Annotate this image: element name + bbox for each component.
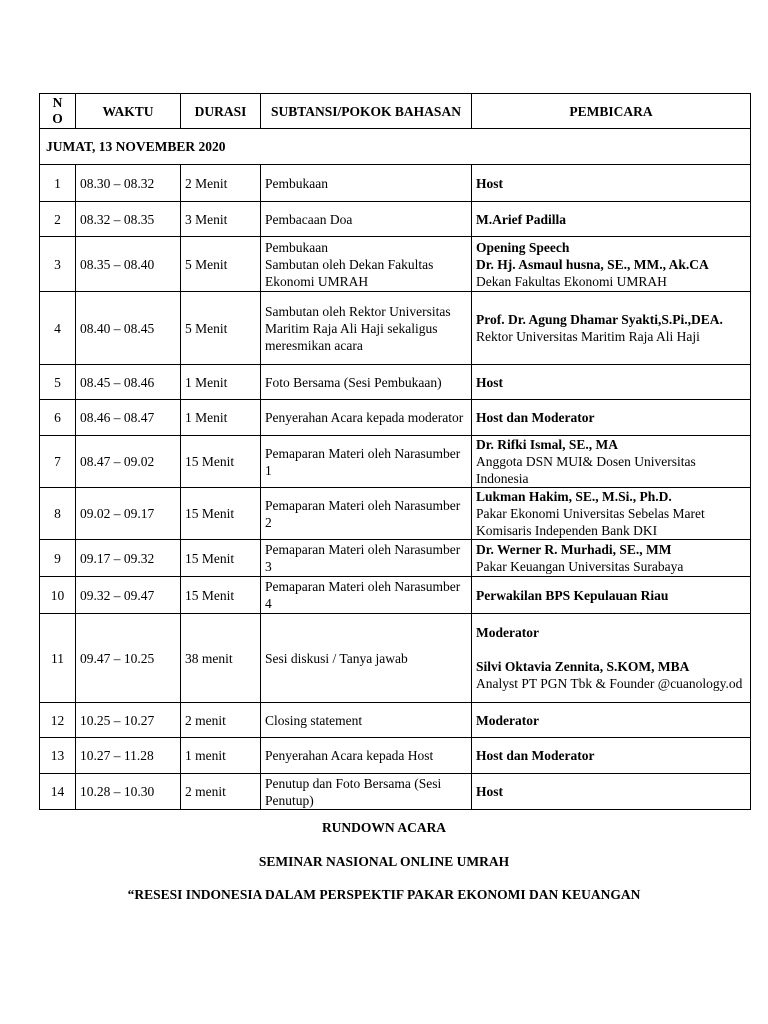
cell-speaker xyxy=(472,614,751,703)
cell-speaker xyxy=(472,365,751,400)
cell-durasi: 2 Menit xyxy=(181,165,261,202)
cell-topic: Sesi diskusi / Tanya jawab xyxy=(261,614,472,703)
cell-no: 13 xyxy=(40,738,76,774)
cell-topic: Pembukaan Sambutan oleh Dekan Fakultas Ekonomi UMRAH xyxy=(261,237,472,292)
cell-topic: Pembacaan Doa xyxy=(261,202,472,237)
cell-topic: Penutup dan Foto Bersama (Sesi Penutup) xyxy=(261,774,472,810)
cell-durasi: 1 Menit xyxy=(181,365,261,400)
cell-topic: Penyerahan Acara kepada Host xyxy=(261,738,472,774)
table-row xyxy=(40,400,751,436)
cell-durasi: 3 Menit xyxy=(181,202,261,237)
cell-waktu: 08.47 – 09.02 xyxy=(76,436,181,488)
cell-durasi: 15 Menit xyxy=(181,540,261,577)
cell-no: 3 xyxy=(40,237,76,292)
header-pembicara: PEMBICARA xyxy=(472,94,751,129)
cell-speaker xyxy=(472,488,751,540)
table-row xyxy=(40,365,751,400)
cell-waktu: 08.35 – 08.40 xyxy=(76,237,181,292)
table-header-row xyxy=(40,94,751,129)
cell-no: 11 xyxy=(40,614,76,703)
speaker-role: Pakar Keuangan Universitas Surabaya xyxy=(476,559,684,574)
cell-topic: Pemaparan Materi oleh Narasumber 4 xyxy=(261,577,472,614)
cell-durasi: 2 menit xyxy=(181,703,261,738)
cell-no: 7 xyxy=(40,436,76,488)
table-row xyxy=(40,703,751,738)
cell-no: 12 xyxy=(40,703,76,738)
cell-durasi: 38 menit xyxy=(181,614,261,703)
table-row xyxy=(40,774,751,810)
cell-no: 10 xyxy=(40,577,76,614)
cell-no: 2 xyxy=(40,202,76,237)
cell-waktu: 08.40 – 08.45 xyxy=(76,292,181,365)
speaker-role: Analyst PT PGN Tbk & Founder @cuanology.od xyxy=(476,676,743,691)
table-row xyxy=(40,292,751,365)
table-row xyxy=(40,436,751,488)
table-row xyxy=(40,540,751,577)
table-row xyxy=(40,165,751,202)
cell-no: 4 xyxy=(40,292,76,365)
speaker-name: Prof. Dr. Agung Dhamar Syakti,S.Pi.,DEA. xyxy=(476,312,723,327)
table-row xyxy=(40,237,751,292)
cell-durasi: 15 Menit xyxy=(181,488,261,540)
cell-durasi: 1 menit xyxy=(181,738,261,774)
cell-no: 9 xyxy=(40,540,76,577)
cell-speaker xyxy=(472,202,751,237)
speaker-name: Host dan Moderator xyxy=(476,748,595,763)
cell-waktu: 08.46 – 08.47 xyxy=(76,400,181,436)
speaker-name: Host xyxy=(476,374,503,390)
cell-topic: Penyerahan Acara kepada moderator xyxy=(261,400,472,436)
cell-topic: Pemaparan Materi oleh Narasumber 2 xyxy=(261,488,472,540)
footer-theme: “RESESI INDONESIA DALAM PERSPEKTIF PAKAR EKONOMI DAN KEUANGAN xyxy=(127,887,641,902)
cell-speaker xyxy=(472,774,751,810)
cell-no: 1 xyxy=(40,165,76,202)
speaker-name: Moderator Silvi Oktavia Zennita, S.KOM, MBA xyxy=(476,625,690,674)
cell-durasi: 15 Menit xyxy=(181,436,261,488)
header-no: N O xyxy=(40,94,76,129)
cell-no: 5 xyxy=(40,365,76,400)
rundown-table xyxy=(39,93,751,810)
speaker-role: Pakar Ekonomi Universitas Sebelas Maret Komisaris Independen Bank DKI xyxy=(476,506,705,538)
speaker-role: Rektor Universitas Maritim Raja Ali Haji xyxy=(476,329,700,344)
cell-topic: Foto Bersama (Sesi Pembukaan) xyxy=(261,365,472,400)
speaker-name: Host xyxy=(476,784,503,799)
speaker-name: Host dan Moderator xyxy=(476,410,595,425)
cell-speaker xyxy=(472,436,751,488)
cell-no: 14 xyxy=(40,774,76,810)
footer-title: RUNDOWN ACARA xyxy=(321,820,447,835)
cell-waktu: 09.32 – 09.47 xyxy=(76,577,181,614)
table-row xyxy=(40,488,751,540)
cell-topic: Pemaparan Materi oleh Narasumber 3 xyxy=(261,540,472,577)
cell-waktu: 08.45 – 08.46 xyxy=(76,365,181,400)
cell-topic: Sambutan oleh Rektor Universitas Maritim Raja Ali Haji sekaligus meresmikan acara xyxy=(261,292,472,365)
header-durasi: DURASI xyxy=(181,94,261,129)
speaker-role: Dekan Fakultas Ekonomi UMRAH xyxy=(476,273,667,289)
speaker-name: Lukman Hakim, SE., M.Si., Ph.D. xyxy=(476,489,672,504)
header-waktu: WAKTU xyxy=(76,94,181,129)
cell-durasi: 5 Menit xyxy=(181,292,261,365)
table-row xyxy=(40,614,751,703)
cell-speaker xyxy=(472,703,751,738)
cell-waktu: 09.17 – 09.32 xyxy=(76,540,181,577)
header-substansi: SUBTANSI/POKOK BAHASAN xyxy=(261,94,472,129)
cell-speaker xyxy=(472,292,751,365)
cell-waktu: 10.28 – 10.30 xyxy=(76,774,181,810)
day-title: JUMAT, 13 NOVEMBER 2020 xyxy=(40,129,751,165)
day-row xyxy=(40,129,751,165)
cell-no: 6 xyxy=(40,400,76,436)
cell-waktu: 09.47 – 10.25 xyxy=(76,614,181,703)
speaker-role: Anggota DSN MUI& Dosen Universitas Indonesia xyxy=(476,454,696,486)
cell-speaker xyxy=(472,738,751,774)
speaker-name: Perwakilan BPS Kepulauan Riau xyxy=(476,587,669,603)
cell-waktu: 10.25 – 10.27 xyxy=(76,703,181,738)
speaker-name: Dr. Werner R. Murhadi, SE., MM xyxy=(476,542,672,557)
cell-topic: Pemaparan Materi oleh Narasumber 1 xyxy=(261,436,472,488)
table-row xyxy=(40,738,751,774)
cell-waktu: 08.30 – 08.32 xyxy=(76,165,181,202)
cell-topic: Pembukaan xyxy=(261,165,472,202)
cell-waktu: 09.02 – 09.17 xyxy=(76,488,181,540)
speaker-name: Dr. Rifki Ismal, SE., MA xyxy=(476,437,619,452)
cell-durasi: 1 Menit xyxy=(181,400,261,436)
speaker-name: Moderator xyxy=(476,712,539,728)
cell-speaker xyxy=(472,540,751,577)
cell-durasi: 5 Menit xyxy=(181,237,261,292)
table-row xyxy=(40,202,751,237)
cell-no: 8 xyxy=(40,488,76,540)
speaker-name: M.Arief Padilla xyxy=(476,211,566,227)
cell-speaker xyxy=(472,165,751,202)
speaker-name: Opening Speech Dr. Hj. Asmaul husna, SE., MM., Ak.CA xyxy=(476,239,709,272)
cell-topic: Closing statement xyxy=(261,703,472,738)
speaker-name: Host xyxy=(476,175,503,191)
cell-durasi: 2 menit xyxy=(181,774,261,810)
footer-subtitle: SEMINAR NASIONAL ONLINE UMRAH xyxy=(258,854,510,869)
cell-waktu: 10.27 – 11.28 xyxy=(76,738,181,774)
cell-durasi: 15 Menit xyxy=(181,577,261,614)
cell-waktu: 08.32 – 08.35 xyxy=(76,202,181,237)
cell-speaker xyxy=(472,577,751,614)
table-row xyxy=(40,577,751,614)
cell-speaker xyxy=(472,400,751,436)
cell-speaker xyxy=(472,237,751,292)
